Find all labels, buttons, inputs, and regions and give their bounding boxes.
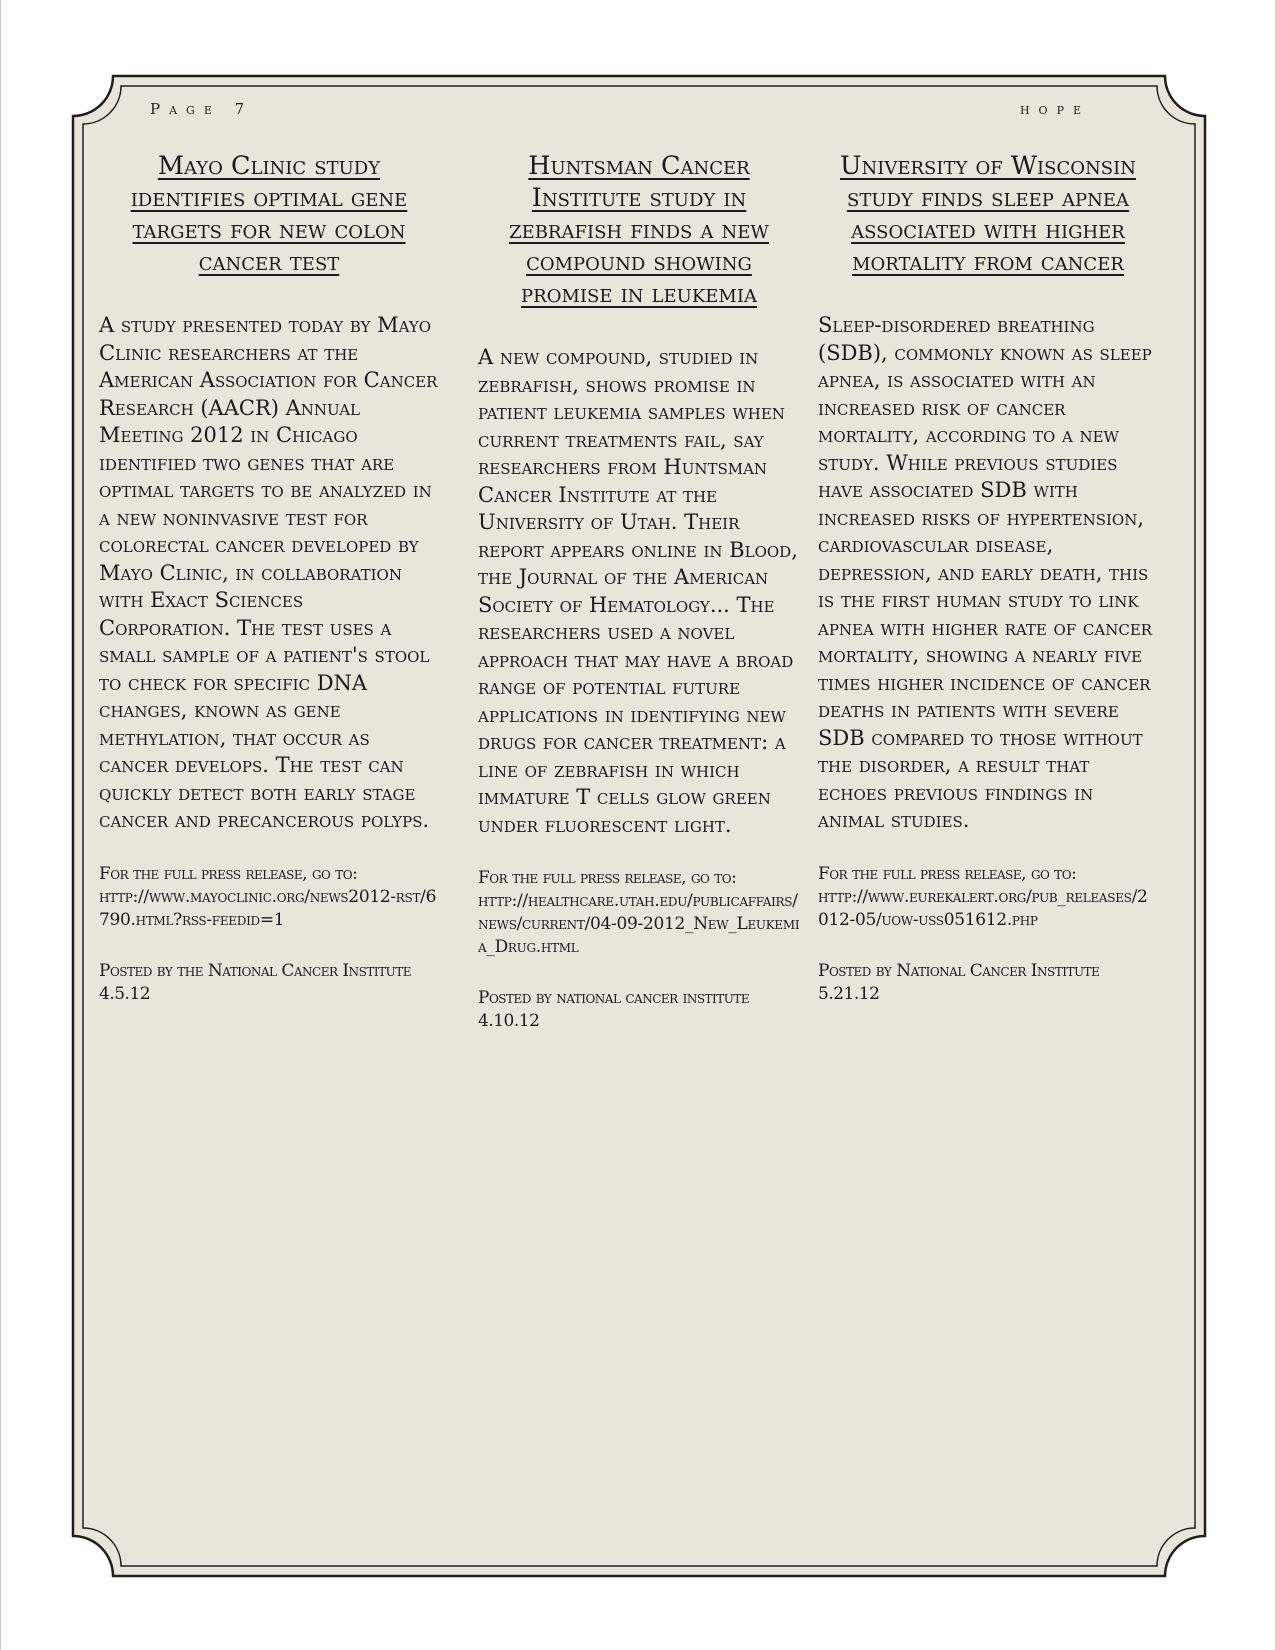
- article-title: University of Wisconsin study finds sleep apnea associated with higher mortality from cancer: [840, 151, 1136, 277]
- article-column-1: [99, 150, 439, 1006]
- press-release-link[interactable]: http://healthcare.utah.edu/publicaffairs/news/current/04-09-2012_New_Leukemia_Drug.html: [478, 891, 800, 957]
- posted-by-line: Posted by the National Cancer Institute 4.5.12: [99, 960, 411, 1004]
- section-label: hope: [1019, 100, 1090, 118]
- posted-by-line: Posted by National Cancer Institute 5.21.12: [818, 960, 1100, 1004]
- article-column-3: [818, 150, 1158, 1006]
- article-title: Huntsman Cancer Institute study in zebrafish finds a new compound showing promise in leukemia: [509, 151, 769, 309]
- article-column-2: [478, 150, 800, 1033]
- article-body: A study presented today by Mayo Clinic researchers at the American Association for Cancer Research (AACR) Annual Meeting 2012 in Chicago identified two genes that are optimal targets to be analyzed in a new noninvasive test for colorectal cancer developed by Mayo Clinic, in collaboration with Exact Sciences Corporation. The test uses a small sample of a patient's stool to check for specific DNA changes, known as gene methylation, that occur as cancer develops. The test can quickly detect both early stage cancer and precancerous polyps.: [99, 313, 438, 832]
- page-number-label: Page 7: [150, 100, 254, 118]
- posted-by-line: Posted by national cancer institute 4.10.12: [478, 988, 750, 1031]
- article-title: Mayo Clinic study identifies optimal gene targets for new colon cancer test: [130, 151, 408, 277]
- press-release-label: For the full press release, go to:: [478, 868, 737, 888]
- press-release-link[interactable]: http://www.eurekalert.org/pub_releases/2012-05/uow-uss051612.php: [818, 886, 1148, 930]
- press-release-label: For the full press release, go to:: [818, 863, 1077, 884]
- press-release-link[interactable]: http://www.mayoclinic.org/news2012-rst/6790.html?rss-feedid=1: [99, 886, 437, 930]
- article-body: A new compound, studied in zebrafish, shows promise in patient leukemia samples when current treatments fail, say researchers from Huntsman Cancer Institute at the University of Utah. Their report appears online in Blood, the Journal of the American Society of Hematology... The researchers used a novel approach that may have a broad range of potential future applications in identifying new drugs for cancer treatment: a line of zebrafish in which immature T cells glow green under fluorescent light.: [478, 345, 798, 837]
- press-release-label: For the full press release, go to:: [99, 863, 358, 884]
- article-body: Sleep-disordered breathing (SDB), commonly known as sleep apnea, is associated with an increased risk of cancer mortality, according to a new study. While previous studies have associated SDB with increased risks of hypertension, cardiovascular disease, depression, and early death, this is the first human study to link apnea with higher rate of cancer mortality, showing a nearly five times higher incidence of cancer deaths in patients with severe SDB compared to those without the disorder, a result that echoes previous findings in animal studies.: [818, 313, 1153, 832]
